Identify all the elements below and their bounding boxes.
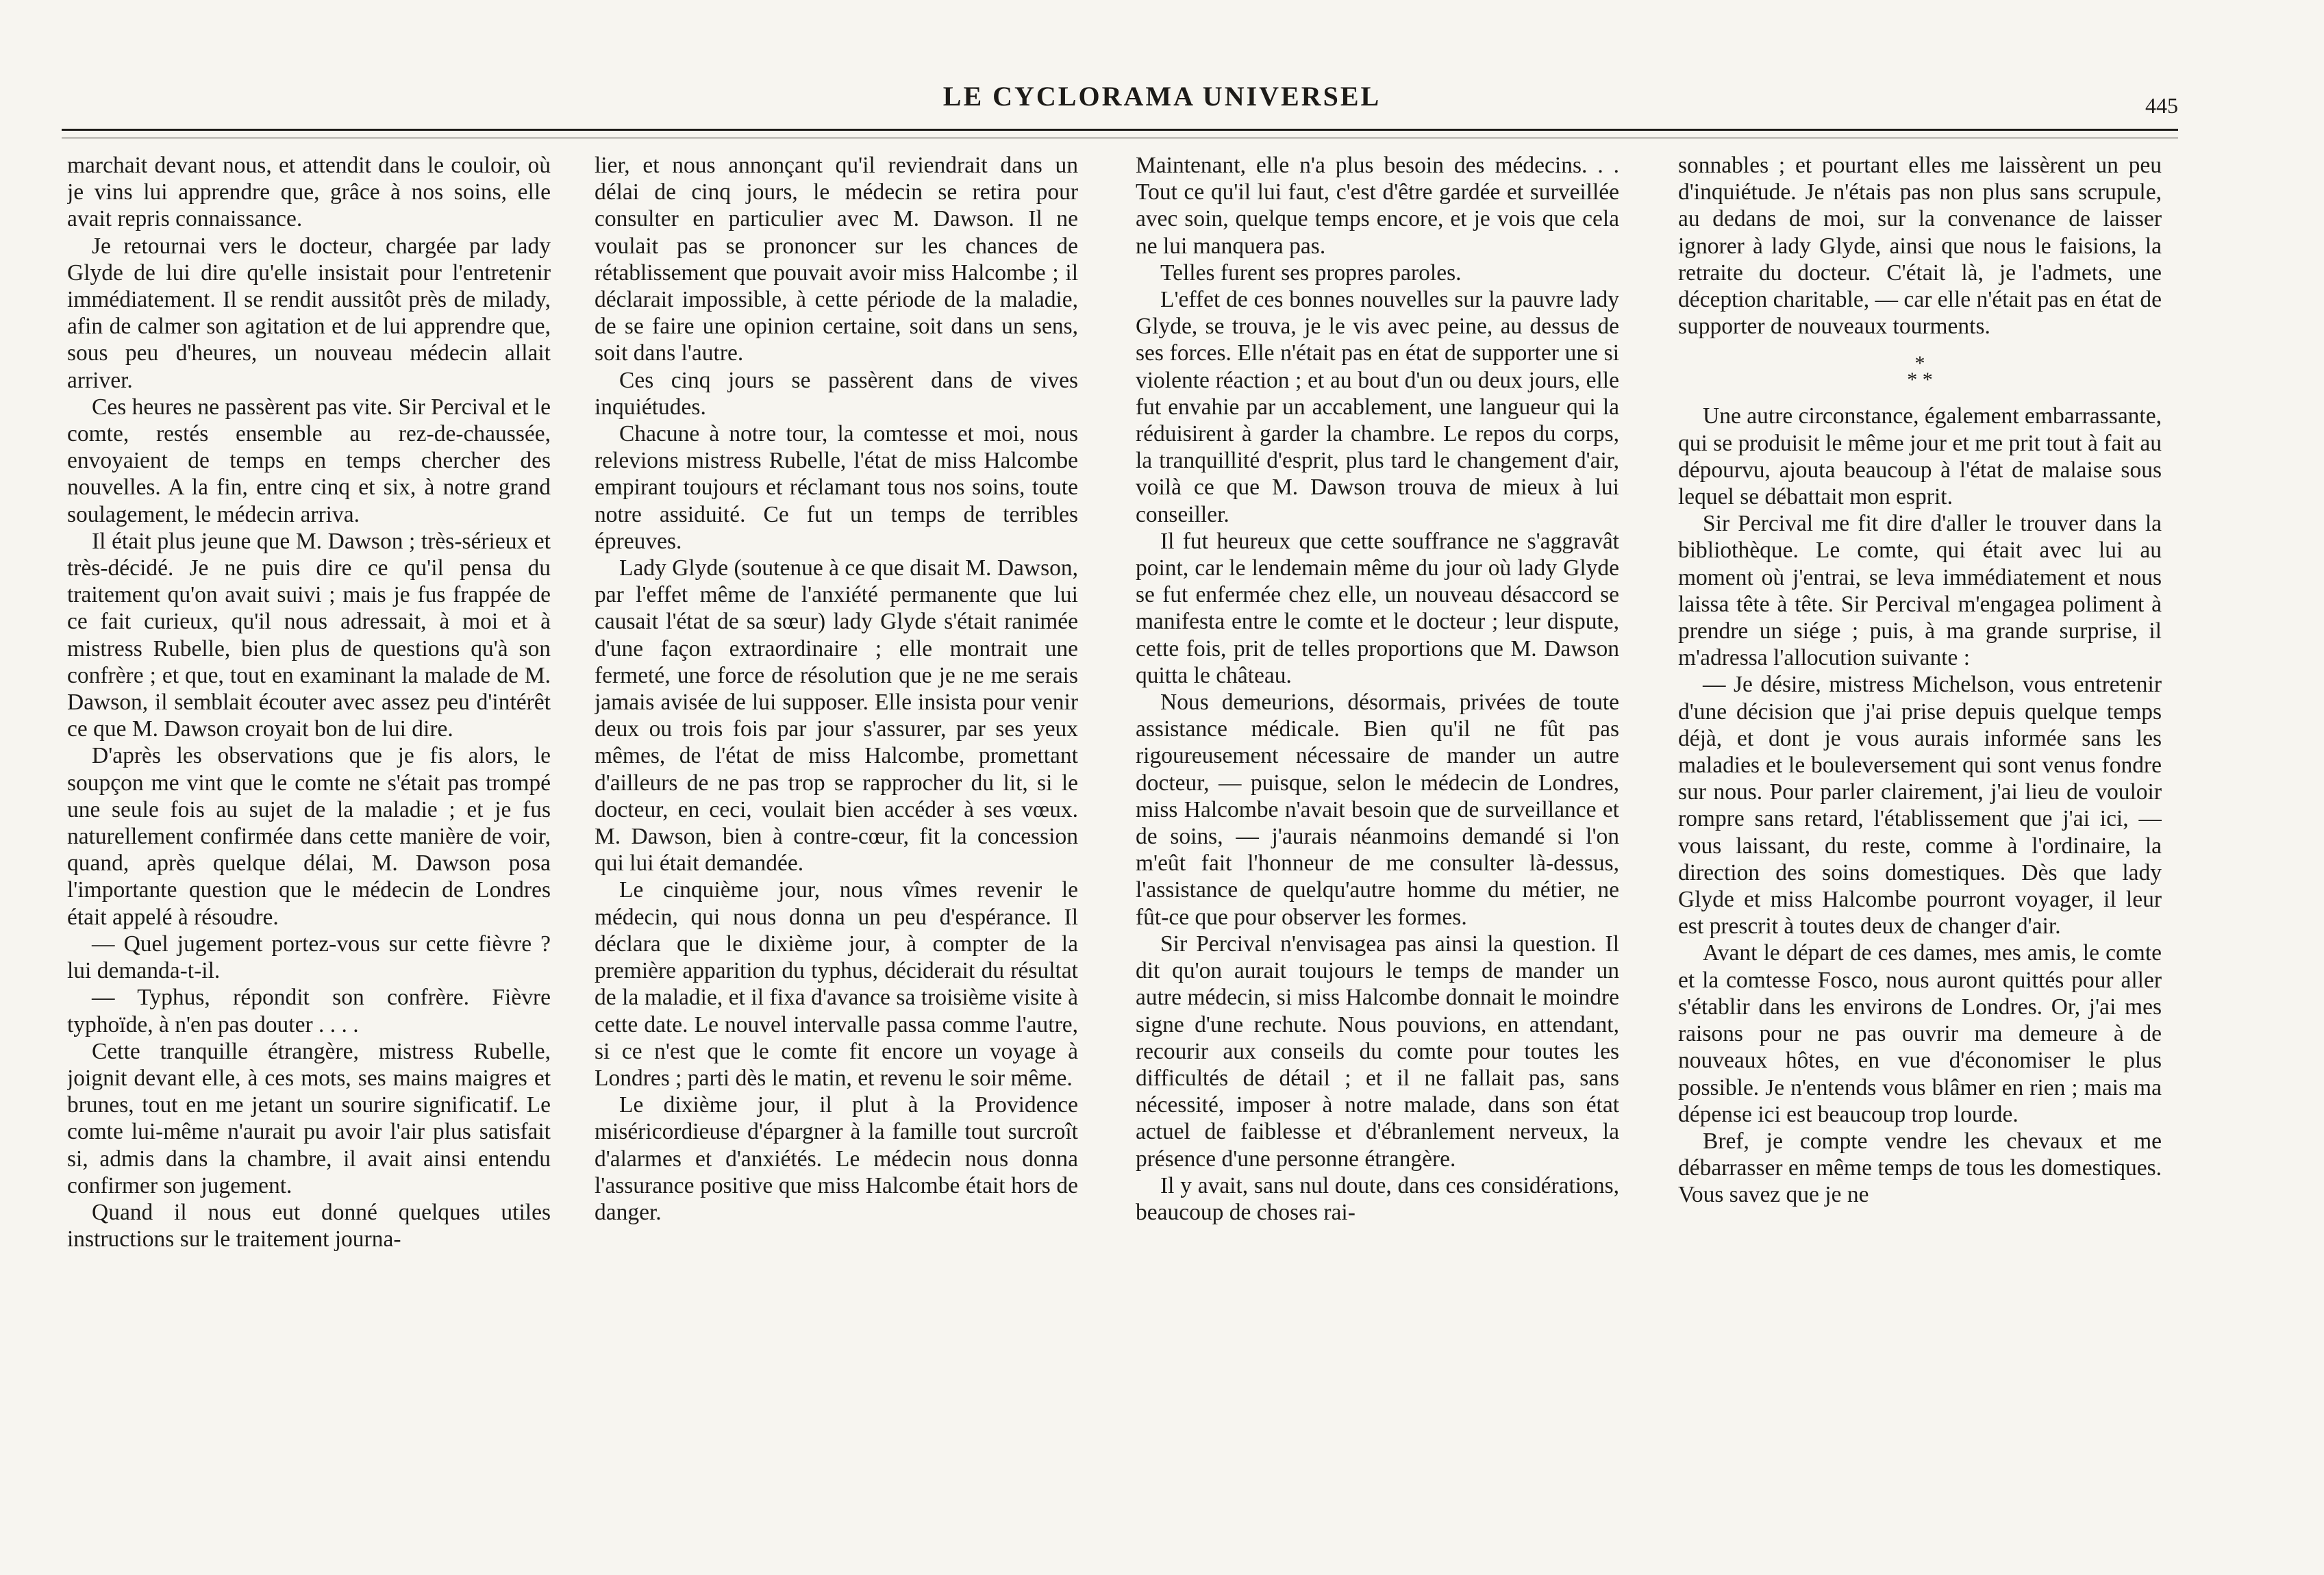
asterism-star: * [1914, 352, 1925, 375]
paragraph: — Quel jugement portez-vous sur cette fièvre ? lui demanda-t-il. [67, 931, 551, 984]
paragraph: Ces heures ne passèrent pas vite. Sir Percival et le comte, restés ensemble au rez-de-chaussée, envoyaient de temps en temps chercher des nouvelles. A la fin, entre cinq et six, à notre grand soulagement, le médecin arriva. [67, 394, 551, 527]
paragraph: sonnables ; et pourtant elles me laissèrent un peu d'inquiétude. Je n'étais pas non plus sans scrupule, au dedans de moi, sur la convenance de laisser ignorer à lady Glyde, ainsi que nous le faisions, la retraite du docteur. C'était là, je l'admets, une déception charitable, — car elle n'était pas en état de supporter de nouveaux tourments. [1678, 153, 2162, 340]
paragraph: Lady Glyde (soutenue à ce que disait M. Dawson, par l'effet même de l'anxiété permanente que lui causait l'état de sa sœur) lady Glyde s'était ranimée d'une façon extraordinaire ; elle montrait une fermeté, une force de résolution que je ne me serais jamais avisée de lui supposer. Elle insista pour venir deux ou trois fois par jour s'assurer, par ses yeux mêmes, de l'état de miss Halcombe, promettant d'ailleurs de ne pas trop se rapprocher du lit, si le docteur, en ceci, voulait bien accéder à ses vœux. M. Dawson, bien à contre-cœur, fit la concession qui lui était demandée. [595, 555, 1078, 877]
page-number: 445 [2145, 93, 2178, 118]
paragraph: marchait devant nous, et attendit dans le couloir, où je vins lui apprendre que, grâce à nos soins, elle avait repris connaissance. [67, 153, 551, 232]
paragraph: Bref, je compte vendre les chevaux et me débarrasser en même temps de tous les domestiques. Vous savez que je ne [1678, 1128, 2162, 1208]
paragraph: Il fut heureux que cette souffrance ne s'aggravât point, car le lendemain même du jour où lady Glyde se fut enfermée chez elle, un nouveau désaccord se manifesta entre le comte et le docteur ; leur dispute, cette fois, prit de telles proportions que M. Dawson quitta le château. [1136, 528, 1619, 688]
header-rule [62, 129, 2178, 138]
text-column-2 [595, 152, 1078, 1522]
paragraph: Sir Percival n'envisagea pas ainsi la question. Il dit qu'on aurait toujours le temps de mander un autre médecin, si miss Halcombe donnait le moindre signe d'une rechute. Nous pouvions, en attendant, recourir aux conseils du comte pour toutes les difficultés de détail ; et il ne fallait pas, sans nécessité, imposer à notre malade, dans son état actuel de faiblesse et d'ébranlement nerveux, la présence d'une personne étrangère. [1136, 931, 1619, 1172]
paragraph: Chacune à notre tour, la comtesse et moi, nous relevions mistress Rubelle, l'état de miss Halcombe empirant toujours et réclamant tous nos soins, toute notre assiduité. Ce fut un temps de terribles épreuves. [595, 421, 1078, 554]
paragraph: Cette tranquille étrangère, mistress Rubelle, joignit devant elle, à ces mots, ses mains maigres et brunes, tout en me jetant un sourire significatif. Le comte lui-même n'aurait pu avoir l'air plus satisfait si, admis dans la chambre, il avait ainsi entendu confirmer son jugement. [67, 1038, 551, 1198]
paragraph: Sir Percival me fit dire d'aller le trouver dans la bibliothèque. Le comte, qui était avec lui au moment où j'entrai, se leva immédiatement et nous laissa tête à tête. Sir Percival m'engagea poliment à prendre un siége ; puis, à ma grande surprise, il m'adressa l'allocution suivante : [1678, 511, 2162, 671]
paragraph: Avant le départ de ces dames, mes amis, le comte et la comtesse Fosco, nous auront quittés pour aller s'établir dans les environs de Londres. Or, j'ai mes raisons pour ne pas ouvrir ma demeure à de nouveaux hôtes, en vue d'économiser le plus possible. Je n'entends vous blâmer en rien ; mais ma dépense ici est beaucoup trop lourde. [1678, 940, 2162, 1127]
paragraph: Je retournai vers le docteur, chargée par lady Glyde de lui dire qu'elle insistait pour l'entretenir immédiatement. Il se rendit aussitôt près de milady, afin de calmer son agitation et de lui apprendre que, sous peu d'heures, un nouveau médecin allait arriver. [67, 233, 551, 393]
paragraph: Maintenant, elle n'a plus besoin des médecins. . . Tout ce qu'il lui faut, c'est d'être gardée et surveillée avec soin, quelque temps encore, et je vois que cela ne lui manquera pas. [1136, 153, 1619, 259]
paragraph: Le cinquième jour, nous vîmes revenir le médecin, qui nous donna un peu d'espérance. Il déclara que le dixième jour, à compter de la première apparition du typhus, déciderait du résultat de la maladie, et il fixa d'avance sa troisième visite à cette date. Le nouvel intervalle passa comme l'autre, si ce n'est que le comte fit encore un voyage à Londres ; parti dès le matin, et revenu le soir même. [595, 877, 1078, 1091]
paragraph: L'effet de ces bonnes nouvelles sur la pauvre lady Glyde, se trouva, je le vis avec peine, au dessus de ses forces. Elle n'était pas en état de supporter une si violente réaction ; et au bout d'un ou deux jours, elle fut envahie par un accablement, une langueur qui la réduisirent à garder la chambre. Le repos du corps, la tranquillité d'esprit, plus tard le changement d'air, voilà ce que M. Dawson trouva de mieux à lui conseiller. [1136, 287, 1619, 527]
asterism-star: * [1907, 368, 1918, 392]
paragraph: Il y avait, sans nul doute, dans ces considérations, beaucoup de choses rai- [1136, 1172, 1619, 1225]
asterism-star: * [1922, 368, 1933, 392]
paragraph: lier, et nous annonçant qu'il reviendrait dans un délai de cinq jours, le médecin se retira pour consulter en particulier avec M. Dawson. Il ne voulait pas se prononcer sur les chances de rétablissement que pouvait avoir miss Halcombe ; il déclarait impossible, à cette période de la maladie, de se faire une opinion certaine, soit dans un sens, soit dans l'autre. [595, 153, 1078, 366]
paragraph: D'après les observations que je fis alors, le soupçon me vint que le comte ne s'était pas trompé une seule fois au sujet de la maladie ; et je fus naturellement confirmée dans cette manière de voir, quand, après quelque délai, M. Dawson posa l'importante question que le médecin de Londres était appelé à résoudre. [67, 743, 551, 930]
paragraph: Le dixième jour, il plut à la Providence miséricordieuse d'épargner à la famille tout surcroît d'alarmes et d'anxiétés. Le médecin nous donna l'assurance positive que miss Halcombe était hors de danger. [595, 1092, 1078, 1225]
asterism [1678, 352, 2162, 392]
text-column-4 [1678, 152, 2162, 1522]
text-column-1 [67, 152, 551, 1522]
paragraph: Ces cinq jours se passèrent dans de vives inquiétudes. [595, 367, 1078, 420]
paragraph: Nous demeurions, désormais, privées de toute assistance médicale. Bien qu'il ne fût pas rigoureusement nécessaire de mander un autre docteur, — puisque, selon le médecin de Londres, miss Halcombe n'avait besoin que de surveillance et de soins, — j'aurais néanmoins demandé si l'on m'eût fait l'honneur de me consulter là-dessus, l'assistance de quelqu'autre homme du métier, ne fût-ce que pour observer les formes. [1136, 690, 1619, 930]
paragraph: Telles furent ses propres paroles. [1160, 260, 1462, 286]
paragraph: Il était plus jeune que M. Dawson ; très-sérieux et très-décidé. Je ne puis dire ce qu'il pensa du traitement qu'on avait suivi ; mais je fus frappée de ce fait curieux, qu'il nous adressait, à moi et à mistress Rubelle, bien plus de questions qu'à son confrère ; et que, tout en examinant la malade de M. Dawson, il semblait écouter avec assez peu d'intérêt ce que M. Dawson croyait bon de lui dire. [67, 528, 551, 742]
paragraph: Une autre circonstance, également embarrassante, qui se produisit le même jour et me prit tout à fait au dépourvu, ajouta beaucoup à l'état de malaise sous lequel se débattait mon esprit. [1678, 403, 2162, 510]
paragraph: — Typhus, répondit son confrère. Fièvre typhoïde, à n'en pas douter . . . . [67, 985, 551, 1037]
paragraph: — Je désire, mistress Michelson, vous entretenir d'une décision que j'ai prise depuis quelque temps déjà, et dont je vous aurais informée sans les maladies et le bouleversement qui sont venus fondre sur nous. Pour parler clairement, j'ai lieu de vouloir rompre sans retard, l'établissement que j'ai ici, — vous laissant, du reste, comme à l'ordinaire, la direction des soins domestiques. Dès que lady Glyde et miss Halcombe pourront voyager, il leur est prescrit à toutes deux de changer d'air. [1678, 672, 2162, 940]
paragraph: Quand il nous eut donné quelques utiles instructions sur le traitement journa- [67, 1199, 551, 1252]
text-column-3 [1136, 152, 1619, 1522]
page-title: LE CYCLORAMA UNIVERSEL [942, 81, 1382, 112]
